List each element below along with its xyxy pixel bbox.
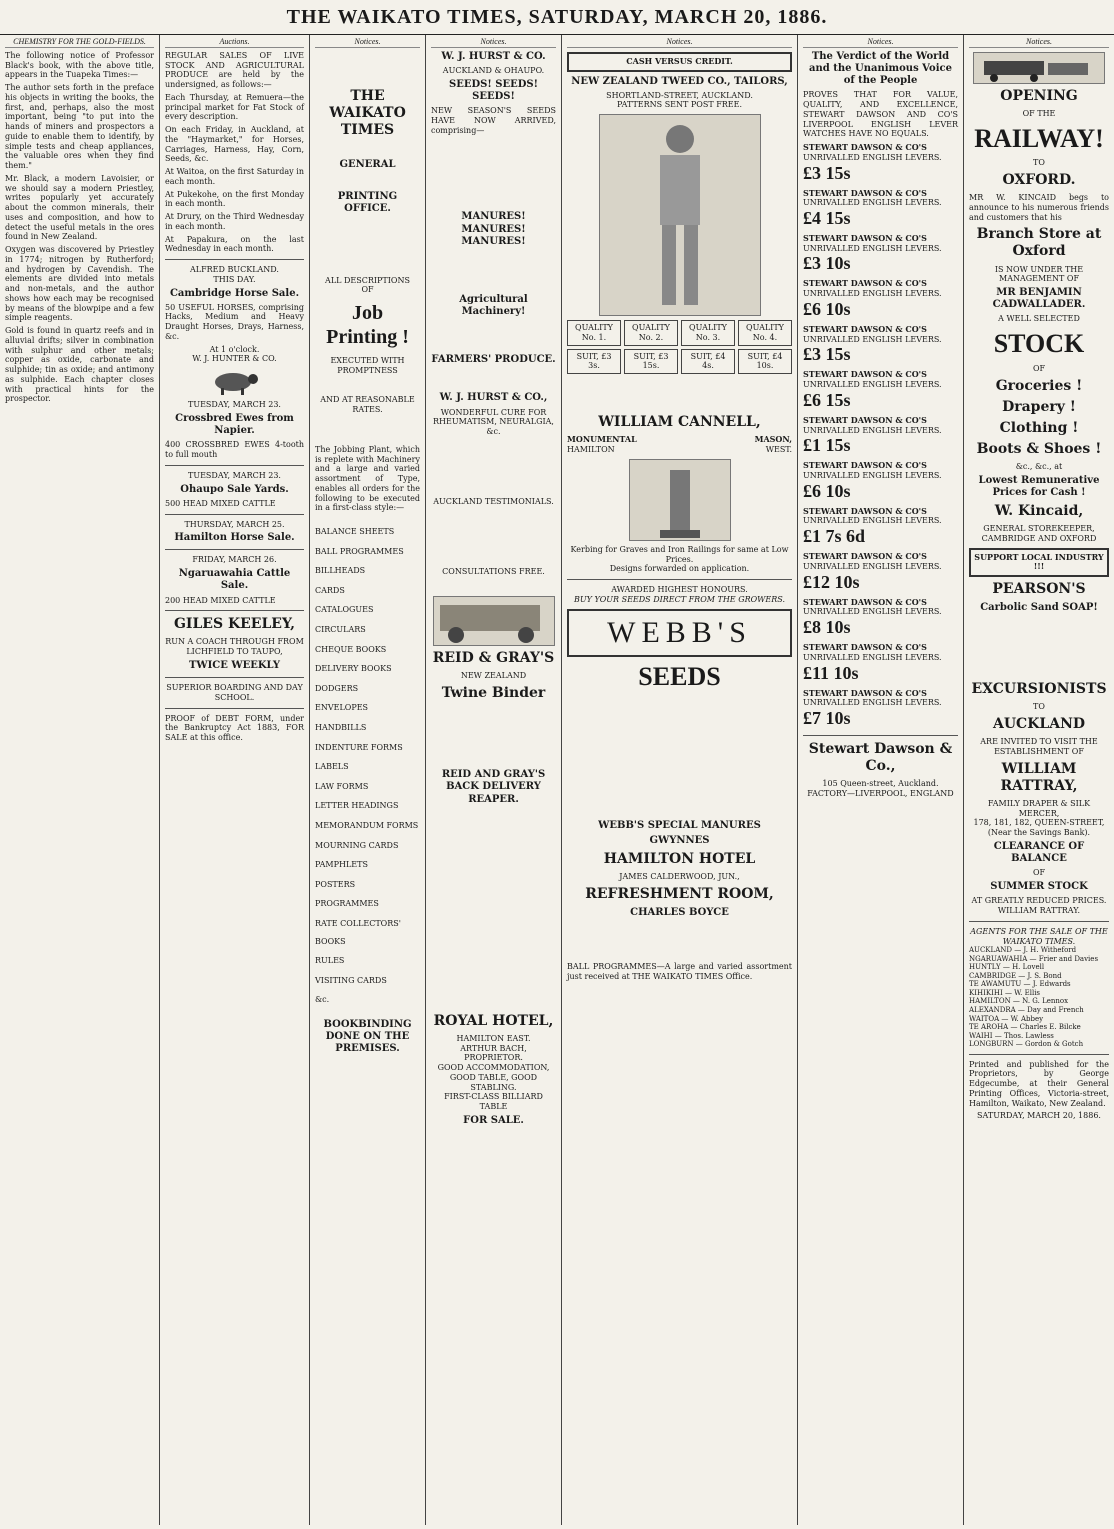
of-label: OF	[1032, 363, 1046, 373]
mason-name: WILLIAM CANNELL,	[598, 414, 761, 431]
print-item: BALL PROGRAMMES	[315, 546, 404, 556]
watch-ad-type: UNRIVALLED ENGLISH LEVERS.	[803, 243, 942, 253]
sale-title: Ngaruawahia Cattle Sale.	[178, 568, 291, 592]
watch-ad	[803, 370, 958, 411]
boyce-name: CHARLES BOYCE	[630, 907, 729, 919]
print-item: CARDS	[315, 585, 345, 595]
summer-stock-heading: SUMMER STOCK	[990, 881, 1088, 893]
print-item: ENVELOPES	[315, 703, 369, 713]
column-header: Auctions.	[165, 37, 304, 48]
print-item: DELIVERY BOOKS	[315, 664, 392, 674]
dealer-name: Stewart Dawson & Co.,	[808, 740, 953, 775]
tailor-street: SHORTLAND-STREET, AUCKLAND.	[606, 90, 753, 100]
sheep-icon	[207, 368, 263, 396]
verdict-heading: The Verdict of the World and the Unanimous Voice of the People	[809, 50, 952, 87]
quality-label: QUALITY No. 3.	[681, 320, 735, 346]
column-seeds	[426, 35, 562, 1525]
print-item: LETTER HEADINGS	[315, 801, 399, 811]
watch-ad	[803, 234, 958, 275]
hotel-location: HAMILTON EAST.	[456, 1033, 531, 1043]
watch-ad-maker: STEWART DAWSON & CO'S	[803, 642, 927, 653]
agent-entry: TE AWAMUTU — J. Edwards	[969, 980, 1071, 989]
sale-date: THURSDAY, MARCH 25.	[184, 519, 285, 529]
print-item: MOURNING CARDS	[315, 840, 399, 850]
monumental-label: MONUMENTAL	[567, 434, 637, 445]
seeds-heading: SEEDS	[638, 662, 721, 692]
agent-entry: ALEXANDRA — Day and French	[969, 1006, 1084, 1014]
for-sale-heading: FOR SALE.	[463, 1114, 524, 1126]
of-the-label: OF THE	[1022, 108, 1056, 118]
watch-ad-type: UNRIVALLED ENGLISH LEVERS.	[803, 198, 942, 208]
watch-ad-maker: STEWART DAWSON & CO'S	[803, 369, 927, 380]
watch-price: £1 7s 6d	[803, 526, 866, 547]
watch-price: £6 10s	[803, 298, 851, 319]
rattray-signature: WILLIAM RATTRAY.	[997, 906, 1081, 916]
watch-ad-maker: STEWART DAWSON & CO'S	[803, 505, 927, 516]
column-header: Notices.	[969, 37, 1109, 48]
rates-label: AND AT REASONABLE RATES.	[320, 395, 415, 415]
tailor-name: NEW ZEALAND TWEED CO., TAILORS,	[571, 75, 788, 87]
tailor-figure-icon	[599, 114, 761, 316]
farmers-heading: FARMERS' PRODUCE.	[431, 354, 556, 366]
groceries-heading: Groceries !	[995, 377, 1083, 394]
coach-frequency: TWICE WEEKLY	[188, 659, 281, 671]
clearance-heading: CLEARANCE OF BALANCE	[993, 840, 1085, 865]
suit-price: SUIT, £4 4s.	[681, 349, 735, 375]
agent-entry: WAITOA — W. Abbey	[969, 1014, 1044, 1023]
column-printing-office	[310, 35, 426, 1525]
sale-lot: 50 USEFUL HORSES, comprising Hacks, Medium and Heavy Draught Horses, Drays, Harness, &c.	[165, 302, 304, 341]
seeds-heading: SEEDS! SEEDS! SEEDS!	[449, 78, 538, 102]
column-header: Notices.	[567, 37, 792, 48]
refreshment-heading: REFRESHMENT ROOM,	[585, 886, 774, 903]
column-auctions	[160, 35, 310, 1525]
print-item: PROGRAMMES	[315, 899, 379, 909]
sale-item: At Papakura, on the last Wednesday in each month.	[165, 234, 304, 254]
watch-ad-type: UNRIVALLED ENGLISH LEVERS.	[803, 561, 942, 571]
train-icon	[973, 52, 1105, 84]
kincaid-name: W. Kincaid,	[994, 503, 1084, 520]
watch-ad-maker: STEWART DAWSON & CO'S	[803, 323, 927, 334]
watch-ad-maker: STEWART DAWSON & CO'S	[803, 460, 927, 471]
print-item: POSTERS	[315, 879, 356, 889]
bookbinding-label: BOOKBINDING DONE ON THE PREMISES.	[323, 1018, 412, 1055]
watch-ad-maker: STEWART DAWSON & CO'S	[803, 142, 927, 153]
watch-ad-maker: STEWART DAWSON & CO'S	[803, 596, 927, 607]
near-label: (Near the Savings Bank).	[987, 828, 1091, 838]
kerbing-note: Kerbing for Graves and Iron Railings for same at Low Prices.	[570, 544, 789, 564]
watch-ad-type: UNRIVALLED ENGLISH LEVERS.	[803, 334, 942, 344]
watch-ad	[803, 461, 958, 502]
firm-name: W. J. HURST & CO.,	[439, 392, 548, 404]
watch-price: £1 15s	[803, 435, 851, 456]
suit-price: SUIT, £3 15s.	[624, 349, 678, 375]
mason-label: MASON,	[754, 434, 792, 445]
reaper-illustration-icon	[433, 596, 555, 646]
designs-note: Designs forwarded on application.	[609, 564, 750, 574]
hotel-proprietor: ARTHUR BACH, PROPRIETOR.	[460, 1043, 527, 1063]
firm-name: W. J. HURST & CO.	[441, 50, 546, 62]
watch-ad	[803, 416, 958, 457]
print-item: RULES	[315, 956, 345, 966]
sale-date: TUESDAY, MARCH 23.	[188, 470, 281, 480]
agent-entry: NGARUAWAHIA — Frier and Davies	[969, 954, 1099, 963]
etc-label: &c., &c., at	[1015, 461, 1063, 471]
sale-date: TUESDAY, MARCH 23.	[188, 400, 281, 410]
print-item: BALANCE SHEETS	[315, 527, 395, 537]
rattray-address: 178, 181, 182, QUEEN-STREET,	[973, 818, 1105, 828]
machinery-heading: Agricultural Machinery!	[459, 293, 528, 318]
agent-entry: HAMILTON — N. G. Lennox	[969, 997, 1069, 1006]
hotel-accommodation: GOOD ACCOMMODATION, GOOD TABLE, GOOD STABLING.	[437, 1063, 550, 1092]
watch-ad-type: UNRIVALLED ENGLISH LEVERS.	[803, 516, 942, 526]
sale-day: THIS DAY.	[213, 274, 256, 284]
print-item: LABELS	[315, 762, 349, 772]
boots-heading: Boots & Shoes !	[976, 440, 1102, 457]
watch-price: £3 15s	[803, 344, 851, 365]
print-item: CATALOGUES	[315, 605, 374, 615]
agent-entry: KIHIKIHI — W. Ellis	[969, 988, 1041, 997]
suit-price: SUIT, £3 3s.	[567, 349, 621, 375]
support-banner: SUPPORT LOCAL INDUSTRY !!!	[969, 548, 1109, 578]
print-item: MEMORANDUM FORMS	[315, 820, 419, 830]
storekeeper-label: GENERAL STOREKEEPER,	[983, 524, 1095, 534]
watch-price: £12 10s	[803, 571, 860, 592]
agent-entry: HUNTLY — H. Lovell	[969, 963, 1045, 972]
coach-operator: GILES KEELEY,	[173, 616, 296, 633]
descriptions-label: ALL DESCRIPTIONS	[325, 275, 410, 285]
watch-ad-maker: STEWART DAWSON & CO'S	[803, 187, 927, 198]
printer-imprint: Printed and published for the Proprietors, by George Edgecumbe, at their General Printing Offices, Victoria-street, Hamilton, Waikato, New Zealand.	[969, 1059, 1109, 1108]
watch-ad-maker: STEWART DAWSON & CO'S	[803, 278, 927, 289]
article-paragraph: Mr. Black, a modern Lavoisier, or we should say a modern Priestley, writes popularly yet accurately about the common minerals, their uses and composition, and how to detect the useful metals in the ores found in New Zealand.	[5, 173, 154, 242]
article-paragraph: The following notice of Professor Black's book, with the above title, appears in the Tuapeka Times:—	[5, 50, 154, 80]
to-label: TO	[1033, 702, 1045, 712]
column-tailors	[562, 35, 798, 1525]
twine-binder-heading: Twine Binder	[441, 685, 546, 702]
sale-title: Cambridge Horse Sale.	[169, 287, 300, 299]
well-selected-label: A WELL SELECTED	[998, 314, 1080, 324]
article-paragraph: The author sets forth in the preface his objects in writing the books, the first, and, perhaps, also the most important, being "to put into the hands of miners and prospectors a guide to enable them to identify, by simple tests and cheap appliances, the valuable ores when they find them."	[5, 83, 154, 170]
sale-lot: 200 HEAD MIXED CATTLE	[165, 595, 276, 605]
column-header: Notices.	[803, 37, 958, 48]
factory-address: FACTORY—LIVERPOOL, ENGLAND	[807, 788, 954, 798]
sale-item: Each Thursday, at Remuera—the principal market for Fat Stock of every description.	[165, 92, 304, 122]
watch-price: £6 15s	[803, 389, 851, 410]
print-item-more: &c.	[315, 995, 330, 1005]
soap-heading: Carbolic Sand SOAP!	[980, 602, 1098, 614]
west-label: WEST.	[765, 445, 792, 455]
print-item: DODGERS	[315, 683, 359, 693]
proves-text: PROVES THAT FOR VALUE, QUALITY, AND EXCELLENCE, STEWART DAWSON AND CO'S LIVERPOOL ENGLISH LEVER WATCHES HAVE NO EQUALS.	[803, 90, 958, 139]
award-note: AWARDED HIGHEST HONOURS.	[611, 585, 748, 595]
manager-name: MR BENJAMIN CADWALLADER.	[992, 287, 1086, 311]
general-label: GENERAL	[339, 158, 396, 170]
agents-heading: AGENTS FOR THE SALE OF THE WAIKATO TIMES.	[970, 926, 1108, 946]
branch-store-heading: Branch Store at Oxford	[976, 226, 1102, 260]
watch-ad-maker: STEWART DAWSON & CO'S	[803, 687, 927, 698]
article-paragraph: Oxygen was discovered by Priestley in 1774; nitrogen by Rutherford; and hydrogen by Cavendish. The elements are divided into metals and non-metals, and the author shows how each may be recognised by means of the blowpipe and a few simple reagents.	[5, 245, 154, 323]
hotel-proprietor: JAMES CALDERWOOD, JUN.,	[619, 872, 740, 882]
auction-intro: REGULAR SALES OF LIVE STOCK AND AGRICULTURAL PRODUCE are held by the undersigned, as follows:—	[165, 50, 304, 89]
manures-heading: MANURES! MANURES! MANURES!	[461, 211, 526, 247]
ball-programmes-note: BALL PROGRAMMES—A large and varied assortment just received at THE WAIKATO TIMES Office.	[567, 962, 792, 982]
watch-price: £4 15s	[803, 208, 851, 229]
monument-icon	[629, 459, 731, 541]
sale-item: At Waitoa, on the first Saturday in each month.	[165, 167, 304, 186]
auckland-heading: AUCKLAND	[992, 716, 1086, 733]
sale-lot: 400 CROSSBRED EWES 4-tooth to full mouth	[165, 440, 304, 460]
watch-ad	[803, 325, 958, 366]
watch-ad-type: UNRIVALLED ENGLISH LEVERS.	[803, 380, 942, 390]
article-paragraph: Gold is found in quartz reefs and in alluvial drifts; silver in combination with sulphur and other metals; copper as oxide, carbonate and sulphide; tin as oxide; and antimony as sulphide. Each chapter closes with practical hints for the prospector.	[5, 326, 154, 404]
of-label: OF	[361, 285, 374, 295]
article-title: CHEMISTRY FOR THE GOLD-FIELDS.	[5, 37, 154, 48]
print-item: HANDBILLS	[315, 723, 367, 733]
royal-hotel-heading: ROYAL HOTEL,	[433, 1012, 554, 1029]
seeds-intro: NEW SEASON'S SEEDS HAVE NOW ARRIVED, comprising—	[431, 106, 556, 135]
rattray-heading: WILLIAM RATTRAY,	[1000, 760, 1078, 794]
watch-price: £3 10s	[803, 253, 851, 274]
agent-entry: LONGBURN — Gordon & Gotch	[969, 1040, 1084, 1049]
lowest-prices: Lowest Remunerative Prices for Cash !	[978, 474, 1100, 498]
column-chemistry	[0, 35, 160, 1525]
billiard-table: FIRST-CLASS BILLIARD TABLE	[444, 1092, 543, 1112]
auctioneer: W. J. HUNTER & CO.	[192, 354, 277, 364]
manures-heading: WEBB'S SPECIAL MANURES	[598, 819, 761, 831]
kincaid-announcement: MR W. KINCAID begs to announce to his numerous friends and customers that his	[969, 193, 1109, 222]
watch-ad-type: UNRIVALLED ENGLISH LEVERS.	[803, 652, 942, 662]
print-item: CIRCULARS	[315, 625, 366, 635]
masthead: THE WAIKATO TIMES, SATURDAY, MARCH 20, 1886.	[0, 0, 1114, 35]
watch-ad	[803, 689, 958, 730]
watch-ad	[803, 143, 958, 184]
auctioneer: ALFRED BUCKLAND.	[190, 265, 279, 274]
agent-entry: CAMBRIDGE — J. S. Bond	[969, 971, 1062, 980]
reid-gray-heading: REID & GRAY'S	[432, 650, 555, 667]
oxford-heading: OXFORD.	[1002, 172, 1076, 189]
sale-title: Ohaupo Sale Yards.	[180, 483, 289, 495]
gwynnes-heading: GWYNNES	[649, 835, 710, 847]
agent-entry: TE AROHA — Charles E. Bilcke	[969, 1023, 1081, 1032]
reaper-heading: REID AND GRAY'S BACK DELIVERY REAPER.	[441, 769, 546, 805]
of-label: OF	[1032, 868, 1046, 878]
printing-office-label: PRINTING OFFICE.	[337, 191, 398, 215]
consultations: CONSULTATIONS FREE.	[442, 566, 545, 576]
proof-notice: PROOF of DEBT FORM, under the Bankruptcy Act 1883, FOR SALE at this office.	[165, 713, 304, 743]
watch-price: £7 10s	[803, 708, 851, 728]
print-item: INDENTURE FORMS	[315, 742, 403, 752]
watch-ad	[803, 552, 958, 593]
column-store	[964, 35, 1114, 1525]
management-note: IS NOW UNDER THE MANAGEMENT OF	[994, 264, 1084, 284]
invited-note: ARE INVITED TO VISIT THE ESTABLISHMENT OF	[980, 737, 1098, 757]
patterns-note: PATTERNS SENT POST FREE.	[617, 100, 742, 110]
pearson-heading: PEARSON'S	[992, 581, 1086, 598]
opening-heading: OPENING	[1000, 87, 1078, 104]
watch-price: £3 15s	[803, 162, 851, 183]
quality-label: QUALITY No. 4.	[738, 320, 792, 346]
agent-entry: WAIHI — Thos. Lawless	[969, 1031, 1054, 1040]
quality-table	[567, 320, 792, 374]
sale-item: On each Friday, in Auckland, at the "Haymarket," for Horses, Carriages, Harness, Hay, Corn, Seeds, &c.	[165, 125, 304, 164]
print-items-list	[315, 523, 420, 1009]
column-watches	[798, 35, 964, 1525]
draper-label: FAMILY DRAPER & SILK MERCER,	[987, 798, 1091, 818]
cash-credit-banner: CASH VERSUS CREDIT.	[567, 52, 792, 72]
watch-list	[803, 143, 958, 730]
watch-price: £11 10s	[803, 662, 859, 683]
excursionists-heading: EXCURSIONISTS	[971, 681, 1107, 698]
watch-ad	[803, 189, 958, 230]
stock-heading: STOCK	[993, 329, 1085, 359]
watch-ad-maker: STEWART DAWSON & CO'S	[803, 551, 927, 562]
column-header: Notices.	[315, 37, 420, 48]
railway-heading: RAILWAY!	[974, 123, 1104, 153]
buy-direct-note: BUY YOUR SEEDS DIRECT FROM THE GROWERS.	[574, 594, 785, 604]
sale-item: At Drury, on the Third Wednesday in each month.	[165, 212, 304, 231]
quality-label: QUALITY No. 1.	[567, 320, 621, 346]
watch-ad-maker: STEWART DAWSON & CO'S	[803, 414, 927, 425]
dealer-address: 105 Queen-street, Auckland.	[822, 779, 939, 789]
job-printing-heading: Job Printing !	[326, 302, 409, 349]
executed-label: EXECUTED WITH PROMPTNESS	[330, 355, 405, 375]
firm-location: AUCKLAND & OHAUPO.	[442, 65, 545, 75]
reduced-prices: AT GREATLY REDUCED PRICES.	[971, 896, 1107, 906]
watch-ad-type: UNRIVALLED ENGLISH LEVERS.	[803, 425, 942, 435]
watch-ad-type: UNRIVALLED ENGLISH LEVERS.	[803, 152, 942, 162]
clothing-heading: Clothing !	[999, 419, 1079, 436]
watch-ad-type: UNRIVALLED ENGLISH LEVERS.	[803, 289, 942, 299]
hotel-heading: HAMILTON HOTEL	[603, 851, 756, 868]
watch-price: £6 10s	[803, 480, 851, 501]
sale-date: FRIDAY, MARCH 26.	[192, 555, 277, 565]
location-label: HAMILTON	[567, 445, 615, 455]
coach-route: RUN A COACH THROUGH FROM LICHFIELD TO TAUPO,	[165, 637, 304, 657]
print-item: LAW FORMS	[315, 781, 369, 791]
watch-ad	[803, 643, 958, 684]
to-label: TO	[1033, 158, 1045, 168]
nz-label: NEW ZEALAND	[460, 671, 527, 681]
issue-date: SATURDAY, MARCH 20, 1886.	[977, 1111, 1101, 1121]
drapery-heading: Drapery !	[1002, 398, 1076, 415]
webbs-heading: WEBB'S	[567, 609, 792, 658]
watch-ad	[803, 279, 958, 320]
paper-name: THE WAIKATO TIMES	[329, 87, 406, 138]
watch-price: £8 10s	[803, 617, 851, 638]
watch-ad	[803, 598, 958, 639]
agent-list	[969, 946, 1109, 1048]
watch-ad-type: UNRIVALLED ENGLISH LEVERS.	[803, 470, 942, 480]
testimonials-heading: AUCKLAND TESTIMONIALS.	[433, 496, 554, 506]
watch-ad-type: UNRIVALLED ENGLISH LEVERS.	[803, 607, 942, 617]
sale-title: Hamilton Horse Sale.	[174, 532, 295, 544]
school-title: SUPERIOR BOARDING AND DAY SCHOOL.	[166, 683, 303, 702]
sale-time: At 1 o'clock.	[209, 344, 260, 354]
print-item: BILLHEADS	[315, 566, 366, 576]
sale-lot: 500 HEAD MIXED CATTLE	[165, 498, 276, 508]
watch-ad-type: UNRIVALLED ENGLISH LEVERS.	[803, 698, 942, 708]
sale-item: At Pukekohe, on the first Monday in each month.	[165, 189, 304, 209]
plant-description: The Jobbing Plant, which is replete with Machinery and a large and varied assortment of Type, enables all orders for the following to be executed in a first-class style:—	[315, 444, 420, 513]
print-item: RATE COLLECTORS' BOOKS	[315, 918, 401, 946]
watch-ad-maker: STEWART DAWSON & CO'S	[803, 232, 927, 243]
print-item: CHEQUE BOOKS	[315, 644, 387, 654]
quality-label: QUALITY No. 2.	[624, 320, 678, 346]
print-item: VISITING CARDS	[315, 975, 387, 985]
cure-heading: WONDERFUL CURE FOR RHEUMATISM, NEURALGIA, &c.	[433, 407, 554, 437]
store-locations: CAMBRIDGE AND OXFORD	[981, 533, 1097, 543]
print-item: PAMPHLETS	[315, 860, 368, 870]
sale-title: Crossbred Ewes from Napier.	[175, 412, 294, 437]
agent-entry: AUCKLAND — J. H. Witheford	[969, 946, 1077, 955]
column-header: Notices.	[431, 37, 556, 48]
watch-ad	[803, 507, 958, 548]
suit-price: SUIT, £4 10s.	[738, 349, 792, 375]
